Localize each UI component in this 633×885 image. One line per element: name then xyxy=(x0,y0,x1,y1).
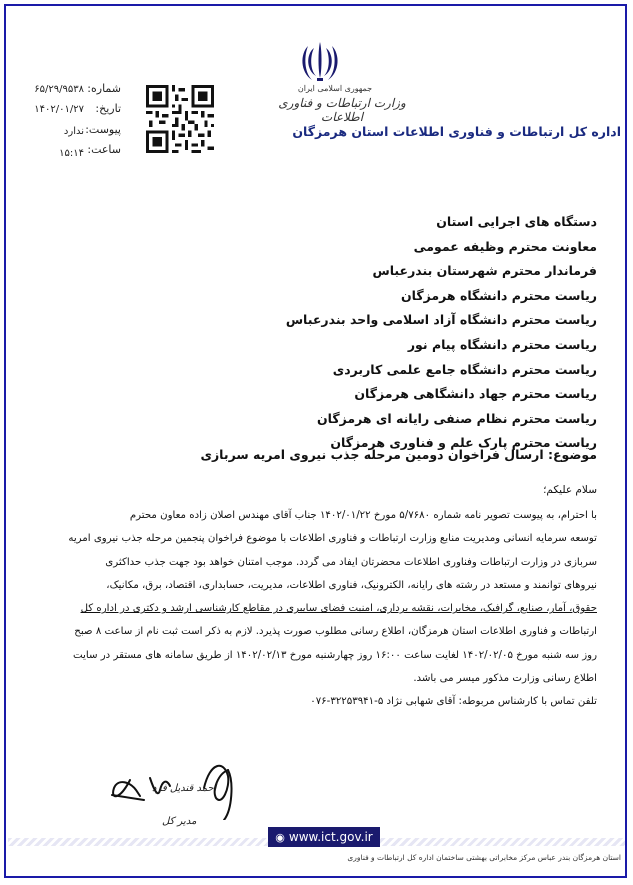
ministry-name-line: وزارت ارتباطات و فناوری اطلاعات xyxy=(278,96,406,124)
meta-value-time: ۱۵:۱۴ xyxy=(59,148,84,159)
recipient-item: ریاست محترم دانشگاه هرمزگان xyxy=(401,287,597,303)
meta-value-date: ۱۴۰۲/۰۱/۲۷ xyxy=(34,104,84,115)
signatory-title: مدیر کل xyxy=(162,816,197,827)
recipient-item: ریاست محترم جهاد دانشگاهی هرمزگان xyxy=(354,386,597,402)
ministry-country-line: جمهوری اسلامی ایران xyxy=(297,84,373,93)
letter-greeting: سلام علیکم؛ xyxy=(543,484,597,496)
meta-label-time: ساعت: xyxy=(87,143,121,156)
body-line: نیروهای توانمند و مستعد در رشته های رایانه، الکترونیک، فناوری اطلاعات، مدیریت، حسابداری، اقتصاد، برق، مکانیک، xyxy=(106,579,597,591)
globe-icon: ◉ xyxy=(275,831,285,844)
meta-value-attachment: ندارد xyxy=(63,126,84,137)
body-line: تلفن تماس با کارشناس مربوطه: آقای شهابی نژاد ۵-۳۲۲۵۳۹۴۱-۰۷۶ xyxy=(310,696,597,708)
recipient-item: معاونت محترم وظیفه عمومی xyxy=(413,238,597,254)
body-line: روز سه شنبه مورخ ۱۴۰۲/۰۲/۰۵ لغایت ساعت ۱۶:۰۰ روز چهارشنبه مورخ ۱۴۰۲/۰۲/۱۳ از طریق سامانه های مستقر در سایت xyxy=(73,649,597,661)
iran-emblem-icon xyxy=(300,40,340,84)
recipient-list xyxy=(177,210,597,456)
website-url: www.ict.gov.ir xyxy=(288,830,373,844)
qr-code-icon xyxy=(146,84,214,154)
organization-title: اداره کل ارتباطات و فناوری اطلاعات استان هرمزگان xyxy=(292,124,621,139)
footer-address: استان هرمزگان بندر عباس مرکز مخابراتی بهشتی ساختمان اداره کل ارتباطات و فناوری xyxy=(347,853,621,862)
website-box xyxy=(268,827,380,847)
meta-label-attachment: پیوست: xyxy=(85,123,121,136)
recipient-item: ریاست محترم دانشگاه آزاد اسلامی واحد بندرعباس xyxy=(285,312,597,328)
body-line: ارتباطات و فناوری اطلاعات استان هرمزگان، اطلاع رسانی مطلوب صورت پذیرد. لازم به ذکر است ثبت نام از ساعت ۸ صبح xyxy=(74,626,597,638)
body-line: با احترام، به پیوست تصویر نامه شماره ۵/۷۶۸۰ مورخ ۱۴۰۲/۰۱/۲۲ جناب آقای مهندس اصلان زاده معاون محترم xyxy=(129,510,597,521)
signature-mark xyxy=(100,650,250,820)
recipient-item: ریاست محترم دانشگاه پیام نور xyxy=(407,336,597,352)
body-line: اطلاع رسانی وزارت مذکور میسر می باشد. xyxy=(413,673,597,685)
meta-label-number: شماره: xyxy=(87,82,121,95)
body-line: سربازی در وزارت ارتباطات وفناوری اطلاعات محضرتان ایفاد می گردد. موجب امتنان خواهد بود جهت جذب حداکثری xyxy=(105,556,597,568)
letter-subject: موضوع: ارسال فراخوان دومین مرحله جذب نیروی امریه سربازی xyxy=(200,447,597,462)
body-line: توسعه سرمایه انسانی ومدیریت منابع وزارت ارتباطات و فناوری اطلاعات با موضوع فراخوان پنجمین مرحله جذب نیروی امریه xyxy=(68,533,597,545)
recipient-item: فرماندار محترم شهرستان بندرعباس xyxy=(372,263,597,279)
recipient-item: ریاست محترم نظام صنفی رایانه ای هرمزگان xyxy=(316,410,597,426)
recipient-item: ریاست محترم دانشگاه جامع علمی کاربردی xyxy=(332,361,597,377)
recipient-item: دستگاه های اجرایی استان xyxy=(436,214,597,229)
meta-value-number: ۶۵/۲۹/۹۵۳۸ xyxy=(34,84,84,95)
body-line: حقوق، آمار، صنایع، گرافیک، مخابرات، نقشه برداری، امنیت فضای سایبری در مقاطع کارشناسی ارشد و دکتری در اداره کل xyxy=(80,603,597,615)
meta-label-date: تاریخ: xyxy=(95,102,121,115)
signatory-name: احمد قندیل فرد xyxy=(152,783,217,794)
recipient-item: ریاست محترم پارک علم و فناوری هرمزگان xyxy=(330,435,597,451)
